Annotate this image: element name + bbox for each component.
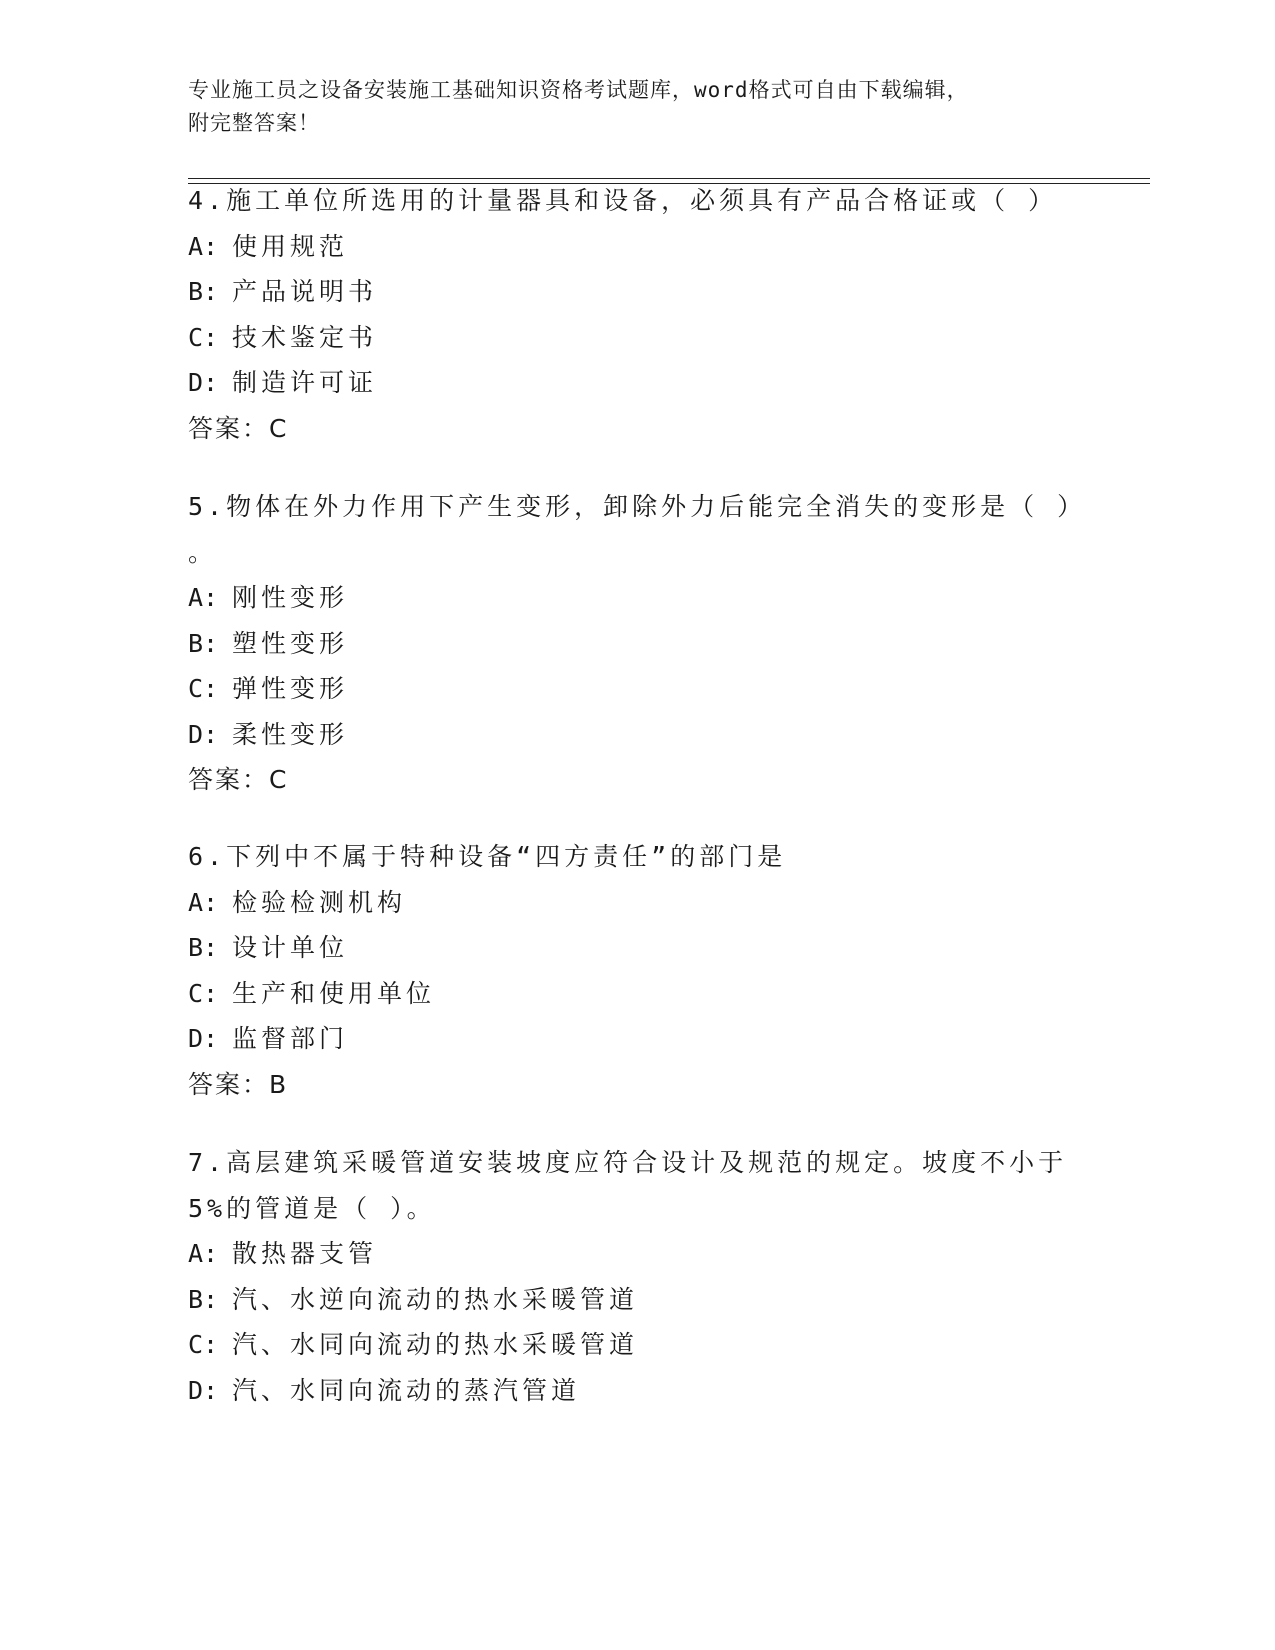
header-line-1: 专业施工员之设备安装施工基础知识资格考试题库，word格式可自由下载编辑，	[188, 78, 969, 102]
option-letter: B:	[188, 933, 219, 962]
header-line-2: 附完整答案！	[188, 111, 320, 135]
option-letter: D:	[188, 719, 219, 749]
option-a	[188, 224, 1068, 270]
question-6	[188, 834, 1068, 1107]
option-letter: D:	[188, 368, 219, 397]
option-a	[188, 1231, 1068, 1277]
question-stem: 7.高层建筑采暖管道安装坡度应符合设计及规范的规定。坡度不小于	[188, 1148, 1068, 1177]
option-a	[188, 575, 1068, 621]
question-stem: 5.物体在外力作用下产生变形，卸除外力后能完全消失的变形是（ ）	[188, 492, 1087, 521]
question-stem-continued: 。	[188, 537, 218, 567]
option-text: 技术鉴定书	[232, 322, 378, 352]
option-text: 使用规范	[232, 231, 349, 261]
option-a	[188, 880, 1068, 926]
option-text: 汽、水同向流动的蒸汽管道	[232, 1375, 581, 1405]
option-d	[188, 712, 1068, 758]
option-letter: C:	[188, 1330, 219, 1359]
option-text: 生产和使用单位	[232, 978, 436, 1008]
option-text: 设计单位	[232, 933, 349, 962]
option-text: 散热器支管	[232, 1239, 378, 1268]
option-b	[188, 1277, 1068, 1323]
document-page	[188, 0, 1148, 1650]
question-4	[188, 178, 1068, 451]
answer-line: 答案：C	[188, 413, 289, 443]
option-b	[188, 621, 1068, 667]
option-text: 制造许可证	[232, 368, 378, 397]
option-letter: B:	[188, 277, 219, 306]
option-letter: D:	[188, 1375, 219, 1405]
option-text: 刚性变形	[232, 583, 349, 612]
option-d	[188, 360, 1068, 406]
option-c	[188, 971, 1068, 1017]
option-d	[188, 1016, 1068, 1062]
option-letter: C:	[188, 322, 219, 352]
question-7	[188, 1140, 1068, 1413]
option-c	[188, 1322, 1068, 1368]
option-letter: B:	[188, 1284, 219, 1314]
question-stem: 4.施工单位所选用的计量器具和设备，必须具有产品合格证或（ ）	[188, 186, 1058, 215]
question-stem: 6.下列中不属于特种设备“四方责任”的部门是	[188, 842, 787, 871]
option-text: 检验检测机构	[232, 887, 407, 917]
option-b	[188, 925, 1068, 971]
option-letter: A:	[188, 887, 219, 917]
option-letter: A:	[188, 231, 219, 261]
option-text: 柔性变形	[232, 719, 349, 749]
answer-line: 答案：B	[188, 1069, 289, 1099]
question-stem-continued: 5%的管道是（ ）。	[188, 1193, 436, 1223]
option-letter: A:	[188, 1239, 219, 1268]
option-text: 塑性变形	[232, 628, 349, 658]
option-c	[188, 666, 1068, 712]
option-letter: C:	[188, 674, 219, 703]
option-letter: C:	[188, 978, 219, 1008]
option-d	[188, 1368, 1068, 1414]
option-letter: B:	[188, 628, 219, 658]
option-text: 汽、水逆向流动的热水采暖管道	[232, 1284, 639, 1314]
answer-line: 答案：C	[188, 765, 289, 794]
option-letter: A:	[188, 583, 219, 612]
question-5	[188, 484, 1087, 803]
document-header	[188, 74, 1068, 140]
option-text: 产品说明书	[232, 277, 378, 306]
option-text: 弹性变形	[232, 674, 349, 703]
option-text: 汽、水同向流动的热水采暖管道	[232, 1330, 639, 1359]
option-letter: D:	[188, 1024, 219, 1053]
option-b	[188, 269, 1068, 315]
option-text: 监督部门	[232, 1024, 349, 1053]
option-c	[188, 315, 1068, 361]
